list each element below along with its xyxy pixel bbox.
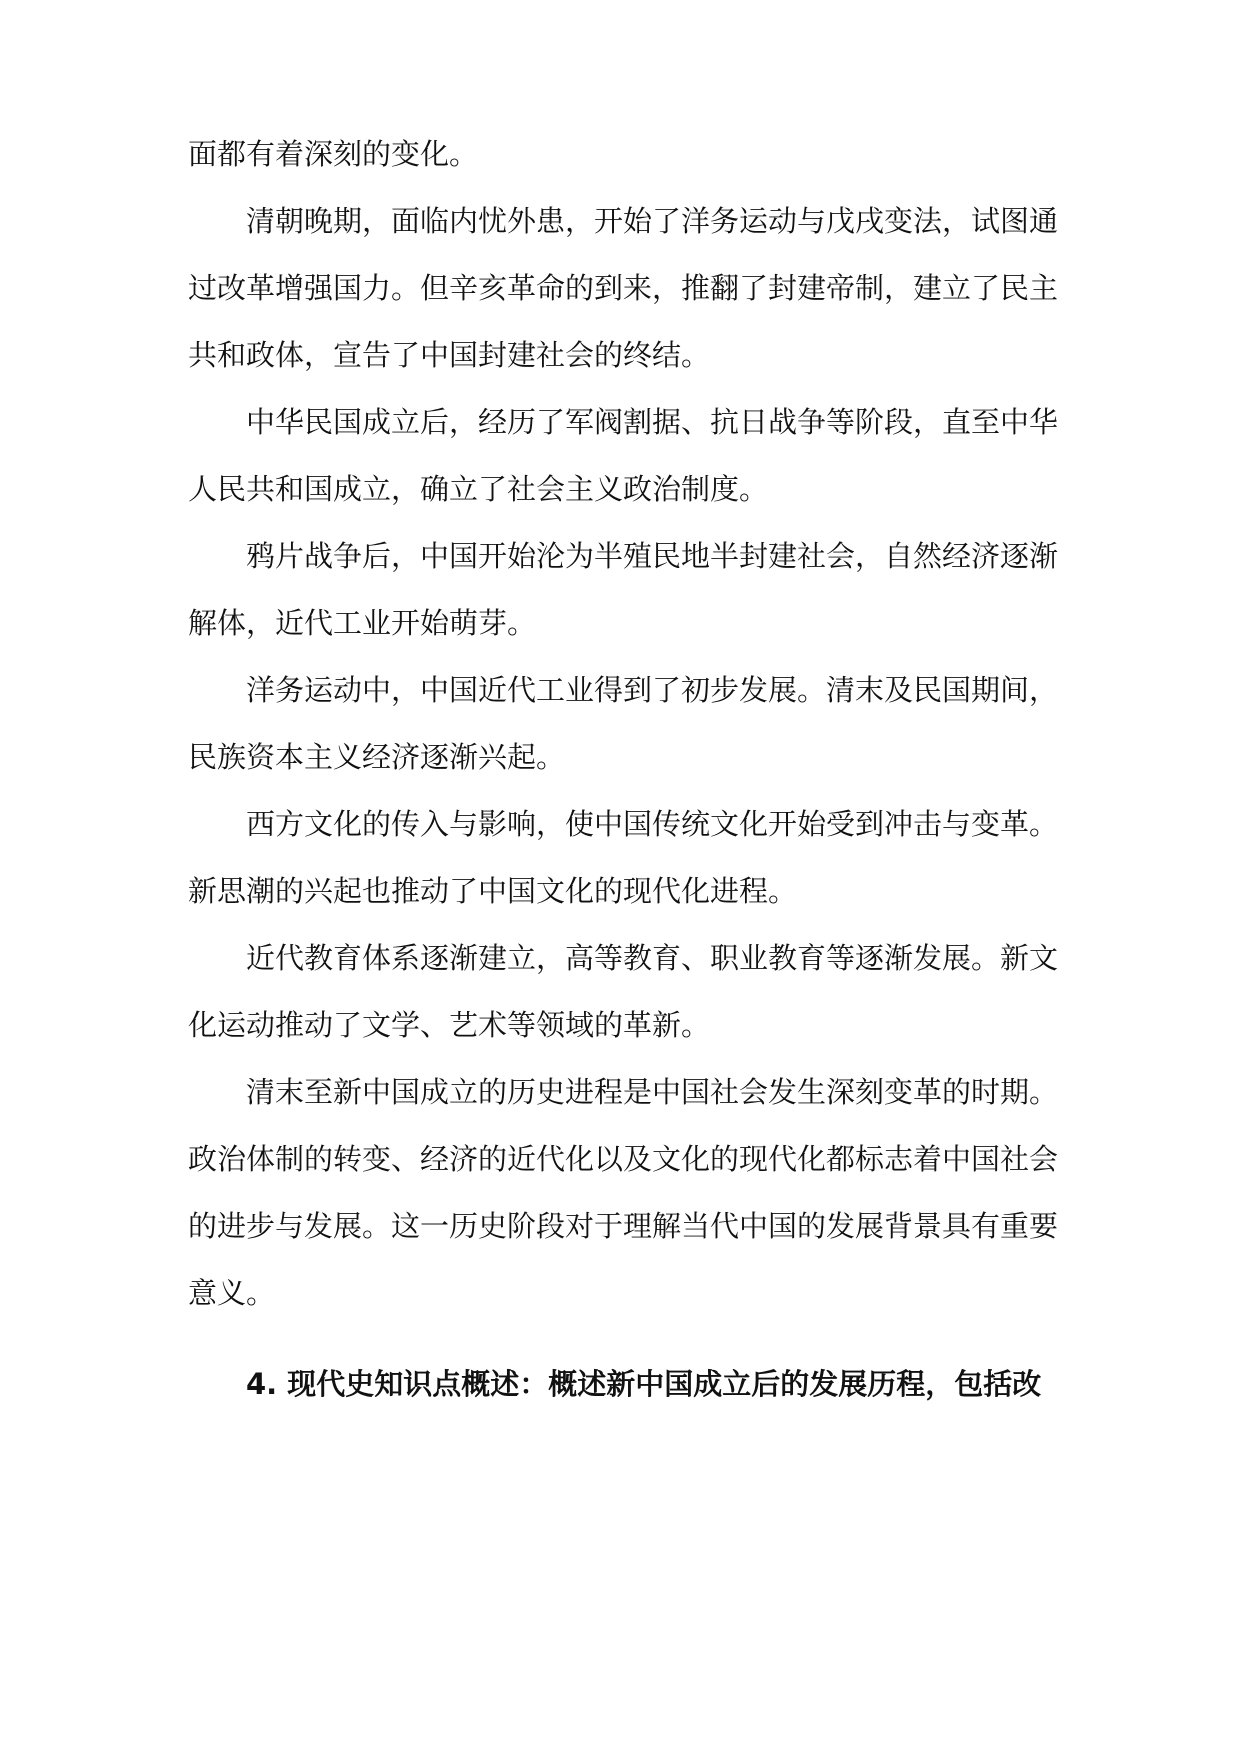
text-line: 解体，近代工业开始萌芽。 (188, 606, 537, 640)
text-line: 化运动推动了文学、艺术等领域的革新。 (188, 1008, 711, 1042)
text-line: 人民共和国成立，确立了社会主义政治制度。 (188, 472, 769, 506)
text-line: 意义。 (188, 1276, 276, 1310)
text-line: 过改革增强国力。但辛亥革命的到来，推翻了封建帝制，建立了民主 (188, 271, 1059, 305)
paragraph-first-line: 西方文化的传入与影响，使中国传统文化开始受到冲击与变革。 (246, 807, 1059, 841)
paragraph-first-line: 洋务运动中，中国近代工业得到了初步发展。清末及民国期间， (246, 673, 1059, 707)
text-line: 共和政体，宣告了中国封建社会的终结。 (188, 338, 711, 372)
paragraph-first-line: 近代教育体系逐渐建立，高等教育、职业教育等逐渐发展。新文 (246, 941, 1059, 975)
text-line: 新思潮的兴起也推动了中国文化的现代化进程。 (188, 874, 798, 908)
text-line: 面都有着深刻的变化。 (188, 137, 479, 171)
paragraph-first-line: 清朝晚期，面临内忧外患，开始了洋务运动与戊戌变法，试图通 (246, 204, 1059, 238)
text-line: 民族资本主义经济逐渐兴起。 (188, 740, 566, 774)
text-line: 的进步与发展。这一历史阶段对于理解当代中国的发展背景具有重要 (188, 1209, 1059, 1243)
paragraph-first-line: 鸦片战争后，中国开始沦为半殖民地半封建社会，自然经济逐渐 (246, 539, 1059, 573)
section-heading: 4. 现代史知识点概述：概述新中国成立后的发展历程，包括改 (246, 1367, 1042, 1401)
text-line: 政治体制的转变、经济的近代化以及文化的现代化都标志着中国社会 (188, 1142, 1059, 1176)
paragraph-first-line: 清末至新中国成立的历史进程是中国社会发生深刻变革的时期。 (246, 1075, 1059, 1109)
paragraph-first-line: 中华民国成立后，经历了军阀割据、抗日战争等阶段，直至中华 (246, 405, 1059, 439)
